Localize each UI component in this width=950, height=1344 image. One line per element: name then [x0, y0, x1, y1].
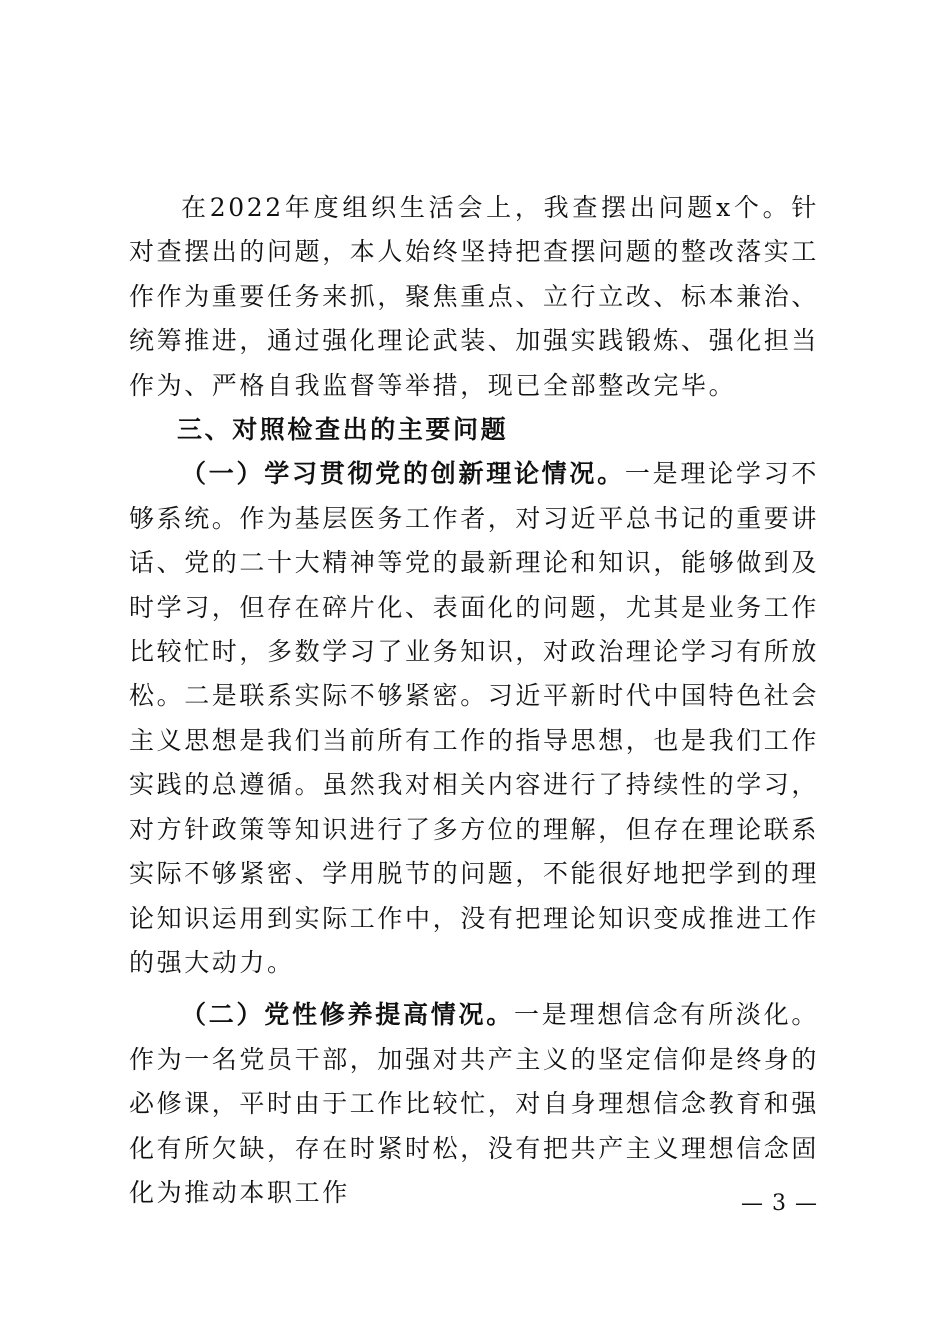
document-body: [129, 186, 819, 1215]
intro-paragraph: 在2022年度组织生活会上，我查摆出问题x个。针对查摆出的问题，本人始终坚持把查摆问题的整改落实工作作为重要任务来抓，聚焦重点、立行立改、标本兼治、统筹推进，通过强化理论武装、加强实践锻炼、强化担当作为、严格自我监督等举措，现已全部整改完毕。: [129, 193, 820, 400]
page-number: — 3 —: [741, 1191, 818, 1216]
paragraph-gap: [129, 985, 819, 993]
subsection-two-paragraph: [129, 993, 819, 1215]
subsection-two-lead: （二）党性修养提高情况。: [181, 1000, 514, 1030]
subsection-one-paragraph: [129, 452, 819, 985]
subsection-one-lead: （一）学习贯彻党的创新理论情况。: [181, 459, 625, 489]
subsection-one-body: 一是理论学习不够系统。作为基层医务工作者，对习近平总书记的重要讲话、党的二十大精神等党的最新理论和知识，能够做到及时学习，但存在碎片化、表面化的问题，尤其是业务工作比较忙时，多数学习了业务知识，对政治理论学习有所放松。二是联系实际不够紧密。习近平新时代中国特色社会主义思想是我们当前所有工作的指导思想，也是我们工作实践的总遵循。虽然我对相关内容进行了持续性的学习，对方针政策等知识进行了多方位的理解，但存在理论联系实际不够紧密、学用脱节的问题，不能很好地把学到的理论知识运用到实际工作中，没有把理论知识变成推进工作的强大动力。: [129, 459, 820, 977]
section-heading: 三、对照检查出的主要问题: [177, 415, 509, 445]
subsection-two-body: 一是理想信念有所淡化。作为一名党员干部，加强对共产主义的坚定信仰是终身的必修课，平时由于工作比较忙，对自身理想信念教育和强化有所欠缺，存在时紧时松，没有把共产主义理想信念固化为推动本职工作: [129, 1000, 820, 1207]
